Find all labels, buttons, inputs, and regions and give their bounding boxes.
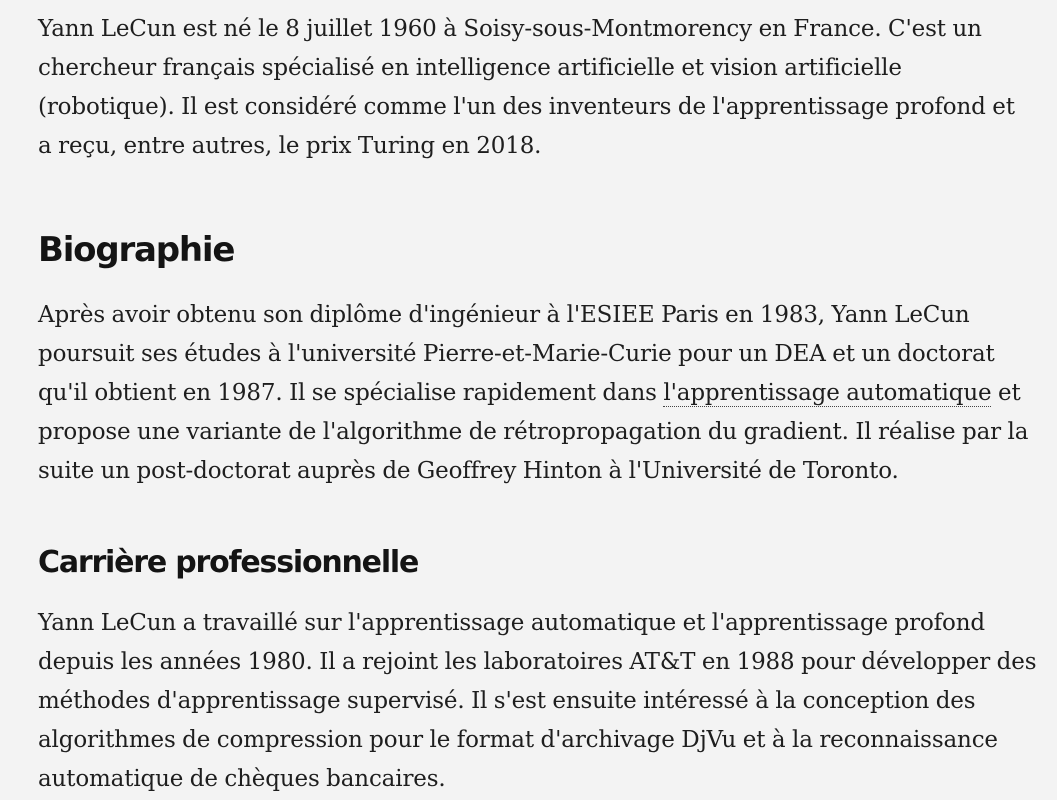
biography-text-end: et propose une variante de l'algorithme de rétropropagation du gradient. Il réalise par la suite un post-doctorat auprès de Geoffrey Hinton à l'Université de Toronto.	[38, 380, 1029, 484]
intro-paragraph: Yann LeCun est né le 8 juillet 1960 à Soisy-sous-Montmorency en France. C'est un chercheur français spécialisé en intelligence artificielle et vision artificielle (robotique). Il est considéré comme l'un des inventeurs de l'apprentissage profond et a reçu, entre autres, le prix Turing en 2018.	[38, 16, 1015, 159]
biography-heading: Biographie	[38, 230, 235, 270]
machine-learning-link[interactable]: l'apprentissage automatique	[663, 380, 992, 406]
biography-text-start: Après avoir obtenu son diplôme d'ingénieur à l'ESIEE Paris en 1983, Yann LeCun poursuit ses études à l'université Pierre-et-Marie-Curie pour un DEA et un doctorat qu'il obtient en 1987. Il se spécialise rapidement dans	[38, 302, 995, 406]
career-paragraph: Yann LeCun a travaillé sur l'apprentissage automatique et l'apprentissage profond depuis les années 1980. Il a rejoint les laboratoires AT&T en 1988 pour développer des méthodes d'apprentissage supervisé. Il s'est ensuite intéressé à la conception des algorithmes de compression pour le format d'archivage DjVu et à la reconnaissance automatique de chèques bancaires.	[38, 610, 1037, 792]
biography-paragraph	[38, 296, 1038, 491]
career-heading: Carrière professionnelle	[38, 545, 419, 580]
